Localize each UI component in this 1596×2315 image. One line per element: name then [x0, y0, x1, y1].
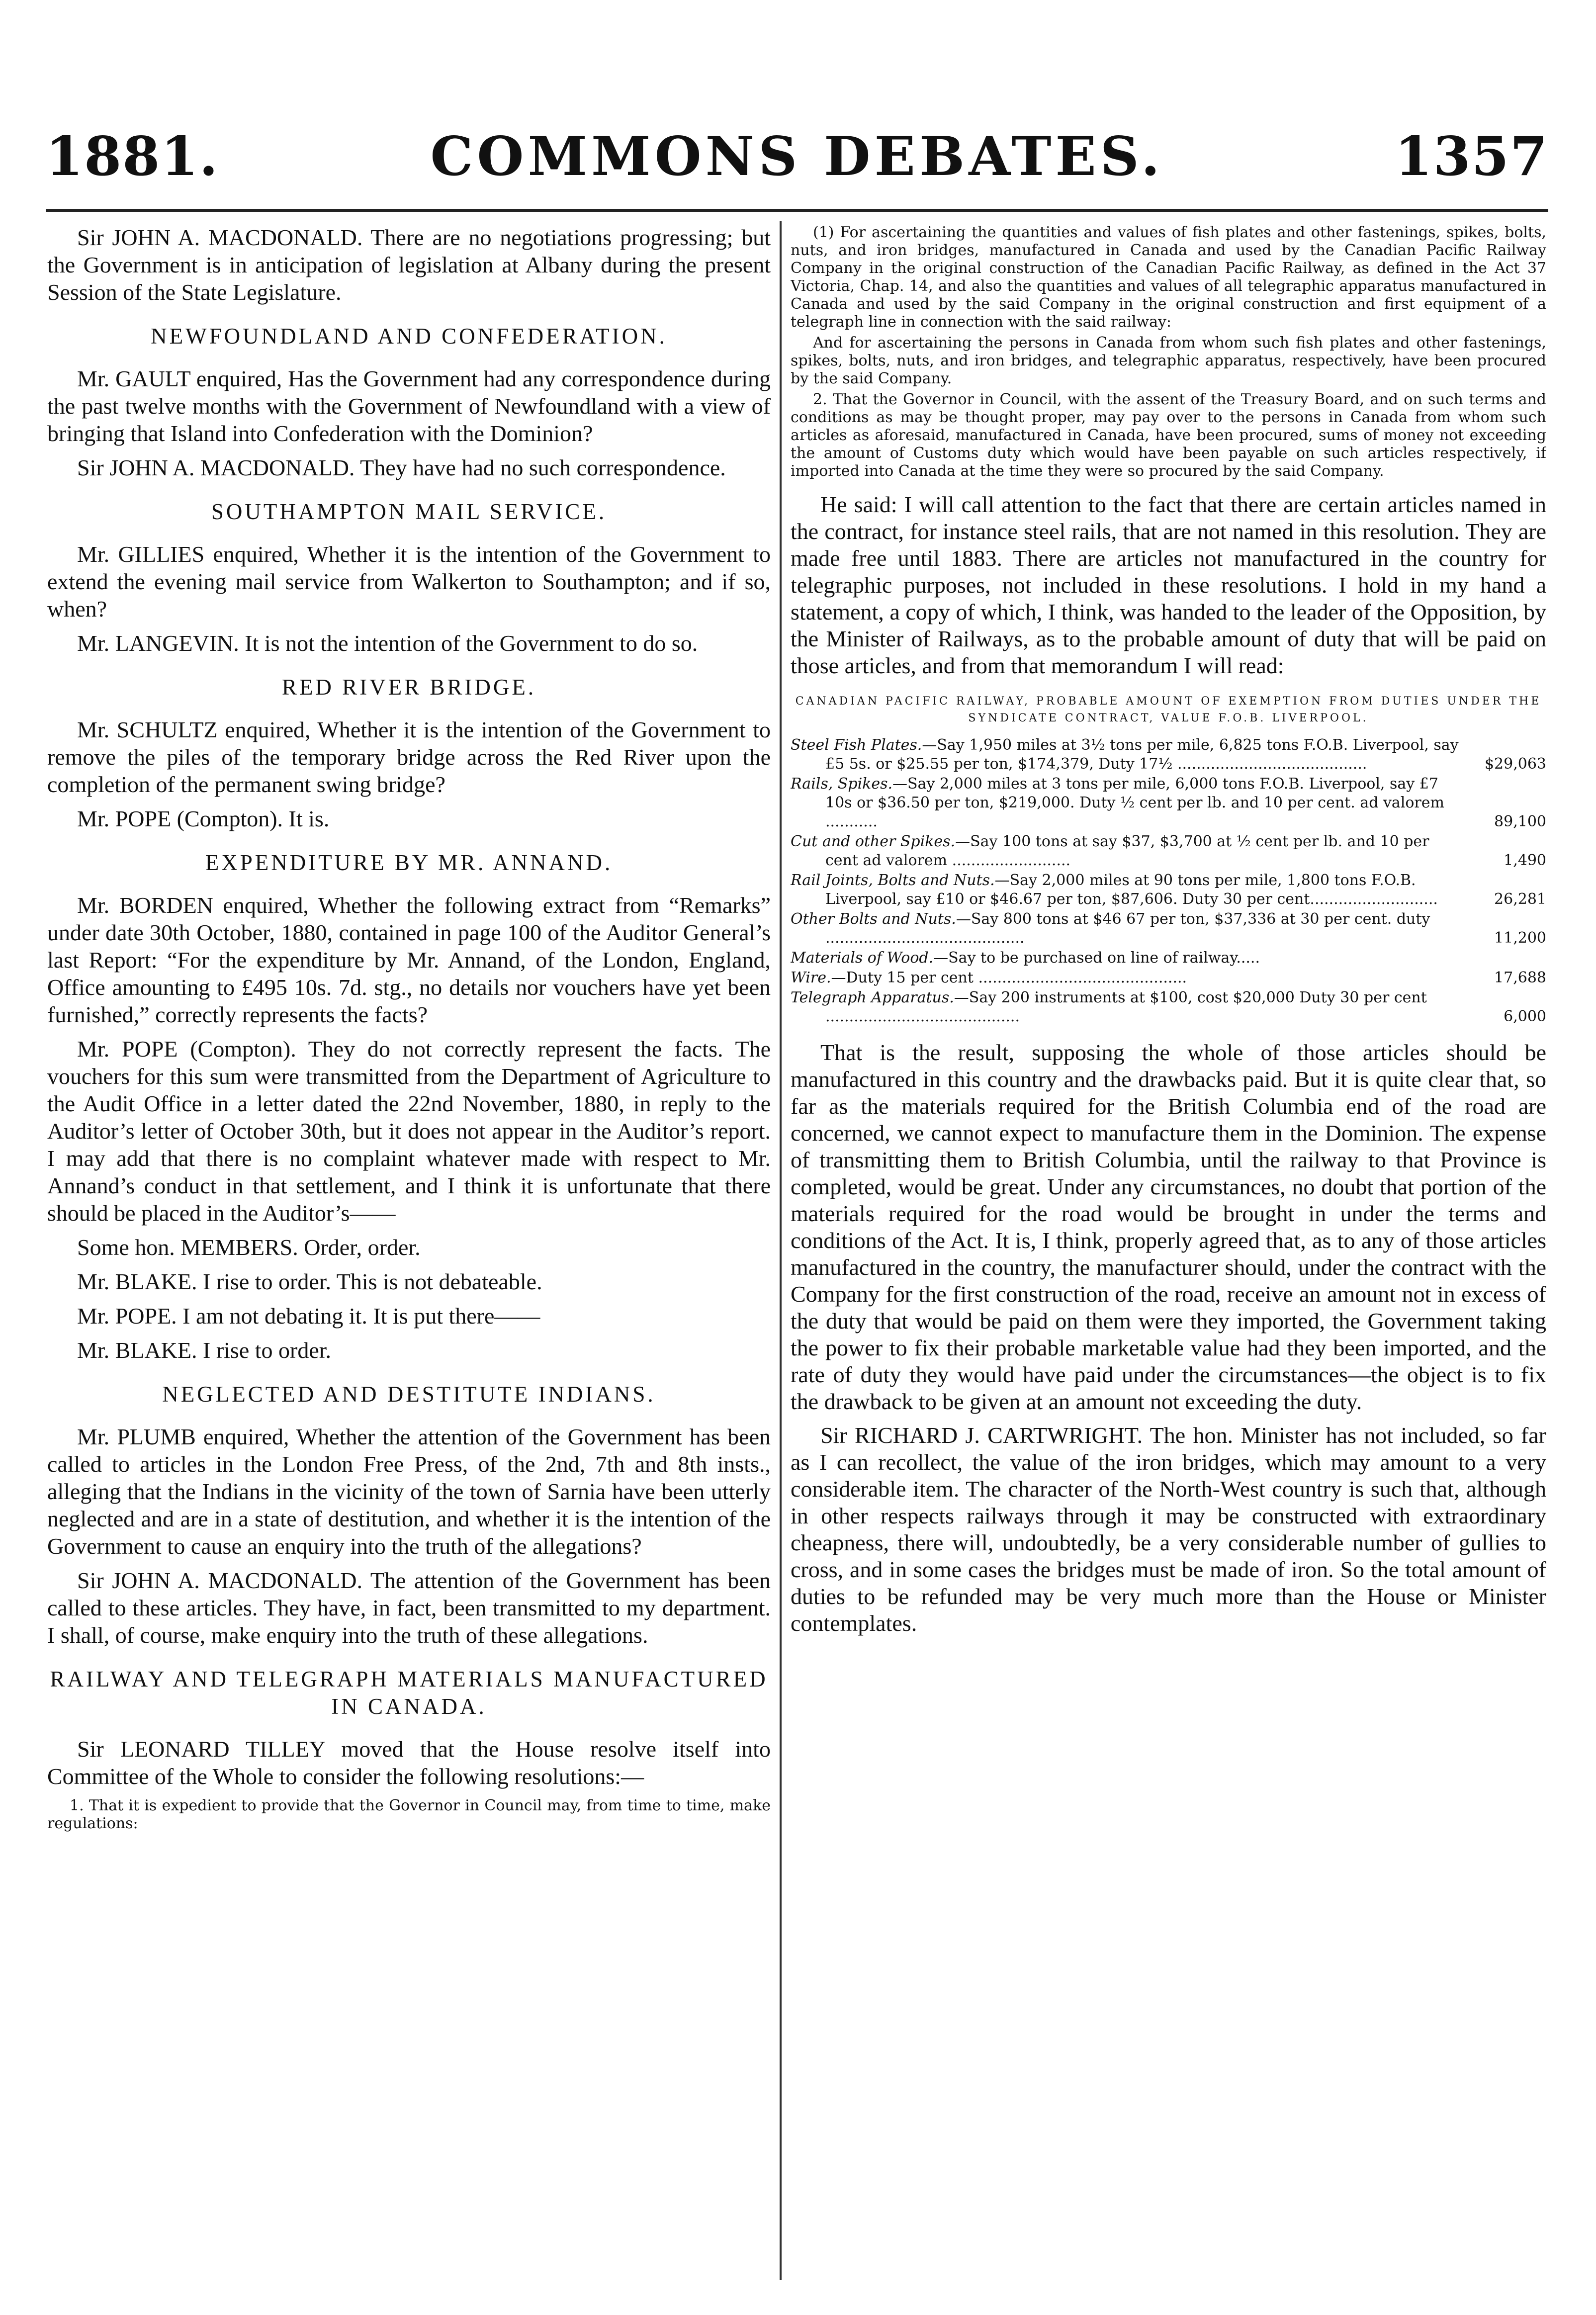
- paragraph: Mr. BORDEN enquired, Whether the following extract from “Remarks” under date 30th October, 1880, contained in page 100 of the Auditor General’s last Report: “For the expenditure by Mr. Annand, of the London, England, Office amounting to £495 10s. 7d. stg., no details nor vouchers have yet been furnished,” correctly represents the facts?: [47, 892, 771, 1027]
- header-page-number: 1357: [1395, 125, 1548, 188]
- table-row: [791, 910, 1546, 948]
- resolution-text: 2. That the Governor in Council, with the assent of the Treasury Board, and on such terms and conditions as may be thought proper, may pay over to the persons in Canada from whom such articles as aforesaid, manufactured in Canada, have been procured, sums of money not exceeding the amount of Customs duty which would have been payable on such articles respectively, if imported into Canada at the time they were so procured by the said Company.: [791, 391, 1546, 480]
- entry-text: —Say to be purchased on line of railway.....: [933, 949, 1260, 967]
- table-row: [791, 871, 1546, 909]
- paragraph: He said: I will call attention to the fact that there are certain articles named in the contract, for instance steel rails, that are not named in this resolution. They are made free until 1883. There are articles not manufactured in the country for telegraphic purposes, not included in these resolutions. I hold in my hand a statement, a copy of which, I think, was handed to the leader of the Opposition, by the Minister of Railways, as to the probable amount of duty that will be paid on those articles, and from that memorandum I will read:: [791, 492, 1546, 678]
- table-row: [791, 736, 1546, 774]
- entry-label: Rails, Spikes.: [791, 775, 893, 793]
- entry-text: —Duty 15 per cent ............................................: [831, 969, 1187, 986]
- page-header: [46, 119, 1548, 194]
- resolution-text: And for ascertaining the persons in Canada from whom such fish plates and other fastenings, spikes, bolts, nuts, and iron bridges, and telegraphic apparatus, respectively, have been procured by the said Company.: [791, 334, 1546, 387]
- entry-amount: 89,100: [1494, 813, 1546, 830]
- paragraph: Mr. GAULT enquired, Has the Government had any correspondence during the past twelve months with the Government of Newfoundland with a view of bringing that Island into Confederation with the Dominion?: [47, 366, 771, 446]
- paragraph: Mr. SCHULTZ enquired, Whether it is the intention of the Government to remove the piles of the temporary bridge across the Red River upon the completion of the permanent swing bridge?: [47, 717, 771, 797]
- entry-label: Materials of Wood.: [791, 949, 934, 967]
- section-heading-southampton: SOUTHAMPTON MAIL SERVICE.: [211, 499, 607, 524]
- entry-label: Telegraph Apparatus.: [791, 989, 954, 1006]
- paragraph: Mr. PLUMB enquired, Whether the attention of the Government has been called to articles in the London Free Press, of the 2nd, 7th and 8th insts., alleging that the Indians in the vicinity of the town of Sarnia have been utterly neglected and are in a state of destitution, and whether it is the intention of the Government to cause an enquiry into the truth of the allegations?: [47, 1424, 771, 1559]
- section-heading-newfoundland: NEWFOUNDLAND AND CONFEDERATION.: [151, 324, 667, 349]
- paragraph: Mr. POPE (Compton). It is.: [77, 806, 330, 831]
- entry-text: —Say 200 instruments at $100, cost $20,000 Duty 30 per cent .........................................: [825, 989, 1427, 1025]
- section-heading-expenditure: EXPENDITURE BY MR. ANNAND.: [205, 850, 613, 875]
- resolution-text: (1) For ascertaining the quantities and values of fish plates and other fastenings, spikes, bolts, nuts, and iron bridges, manufactured in Canada and used by the Canadian Pacific Railway Company in the original construction of the Canadian Pacific Railway, as defined in the Act 37 Victoria, Chap. 14, and also the quantities and values of all telegraphic apparatus manufactured in Canada and used by the said Company in the original construction and first equipment of a telegraph line in connection with the said railway:: [791, 224, 1546, 331]
- right-column: [791, 224, 1546, 2285]
- resolution-block: [791, 224, 1546, 480]
- paragraph: Sir JOHN A. MACDONALD. The attention of the Government has been called to these articles. They have, in fact, been transmitted to my department. I shall, of course, make enquiry into the truth of these allegations.: [47, 1568, 771, 1648]
- left-column: [47, 224, 771, 2285]
- header-title: COMMONS DEBATES.: [430, 125, 1164, 188]
- header-rule: [46, 209, 1548, 212]
- entry-text: —Say 1,950 miles at 3½ tons per mile, 6,825 tons F.O.B. Liverpool, say £5 5s. or $25.55 per ton, $174,379, Duty 17½ ........................................: [825, 736, 1459, 773]
- entry-text: —Say 2,000 miles at 90 tons per mile, 1,800 tons F.O.B. Liverpool, say £10 or $46.67 per ton, $87,606. Duty 30 per cent...........................: [825, 872, 1438, 908]
- header-year: 1881.: [46, 125, 219, 188]
- entry-amount: 11,200: [1494, 929, 1546, 947]
- entry-label: Rail Joints, Bolts and Nuts.: [791, 872, 995, 889]
- entry-label: Cut and other Spikes.: [791, 833, 956, 850]
- table-row: [791, 988, 1546, 1026]
- entry-amount: 17,688: [1494, 969, 1546, 986]
- paragraph: Mr. POPE. I am not debating it. It is put there——: [77, 1303, 540, 1329]
- column-divider: [780, 221, 782, 2280]
- entry-text: —Say 100 tons at say $37, $3,700 at ½ cent per lb. and 10 per cent ad valorem .........................: [825, 833, 1429, 869]
- duty-estimate-table: [791, 736, 1546, 1026]
- paragraph: Mr. POPE (Compton). They do not correctly represent the facts. The vouchers for this sum were transmitted from the Department of Agriculture to the Audit Office in a letter dated the 22nd November, 1880, in reply to the Auditor’s letter of October 30th, but it does not appear in the Auditor’s report. I may add that there is no complaint whatever made with respect to Mr. Annand’s conduct in that settlement, and I think it is unfortunate that there should be placed in the Auditor’s——: [47, 1036, 771, 1226]
- section-heading-railway: RAILWAY AND TELEGRAPH MATERIALS MANUFACTURED IN CANADA.: [50, 1667, 768, 1719]
- entry-amount: 1,490: [1504, 852, 1546, 869]
- paragraph: Mr. LANGEVIN. It is not the intention of the Government to do so.: [77, 630, 698, 656]
- table-row: [791, 969, 1546, 987]
- paragraph: Sir JOHN A. MACDONALD. They have had no such correspondence.: [77, 455, 726, 480]
- table-row: [791, 775, 1546, 831]
- paragraph: Mr. BLAKE. I rise to order. This is not debateable.: [77, 1269, 542, 1294]
- entry-amount: 26,281: [1494, 890, 1546, 908]
- table-row: [791, 949, 1546, 968]
- table-title: CANADIAN PACIFIC RAILWAY, PROBABLE AMOUNT OF EXEMPTION FROM DUTIES UNDER THE SYNDICATE CONTRACT, VALUE F.O.B. LIVERPOOL.: [795, 695, 1542, 724]
- paragraph: That is the result, supposing the whole of those articles should be manufactured in this country and the drawbacks paid. But it is quite clear that, so far as the materials required for the British Columbia end of the road are concerned, we cannot expect to manufacture them in the Dominion. The expense of transmitting them to British Columbia, until the railway to that Province is completed, would be great. Under any circumstances, no doubt that portion of the materials required for the road would be brought in under the terms and conditions of the Act. It is, I think, properly agreed that, as to any of those articles manufactured in the country, the manufacturer should, under the contract with the Company for the first construction of the road, receive an amount not in excess of the duty that would be paid on them were they imported, the Government taking the power to fix their probable marketable value had they been imported, and the rate of duty they would have paid under the circumstances—the object is to fix the drawback to be given at an amount not exceeding the duty.: [791, 1040, 1546, 1414]
- entry-label: Wire.: [791, 969, 831, 986]
- section-heading-red-river: RED RIVER BRIDGE.: [281, 675, 536, 700]
- paragraph: Some hon. MEMBERS. Order, order.: [77, 1235, 421, 1260]
- paragraph: Sir RICHARD J. CARTWRIGHT. The hon. Minister has not included, so far as I can recollect, the value of the iron bridges, which may amount to a very considerable item. The character of the North-West country is such that, although in other respects railways through it may be constructed with extraordinary cheapness, there will, undoubtedly, be a very considerable number of gullies to cross, and in some cases the bridges must be made of iron. So the total amount of duties to be refunded may be very much more than the House or Minister contemplates.: [791, 1423, 1546, 1636]
- entry-label: Steel Fish Plates.: [791, 736, 922, 754]
- paragraph: Sir JOHN A. MACDONALD. There are no negotiations progressing; but the Government is in anticipation of legislation at Albany during the present Session of the State Legislature.: [47, 225, 771, 305]
- table-row: [791, 832, 1546, 870]
- entry-label: Other Bolts and Nuts.: [791, 910, 956, 928]
- resolution-text: 1. That it is expedient to provide that the Governor in Council may, from time to time, make regulations:: [47, 1797, 771, 1832]
- paragraph: Sir LEONARD TILLEY moved that the House resolve itself into Committee of the Whole to consider the following resolutions:—: [47, 1736, 771, 1789]
- paragraph: Mr. BLAKE. I rise to order.: [77, 1337, 332, 1363]
- paragraph: Mr. GILLIES enquired, Whether it is the intention of the Government to extend the evening mail service from Walkerton to Southampton; and if so, when?: [47, 541, 771, 622]
- entry-amount: $29,063: [1484, 755, 1546, 773]
- entry-text: —Say 2,000 miles at 3 tons per mile, 6,000 tons F.O.B. Liverpool, say £7 10s or $36.50 per ton, $219,000. Duty ½ cent per lb. and 10 per cent. ad valorem ...........: [825, 775, 1444, 830]
- entry-amount: 6,000: [1504, 1008, 1546, 1025]
- section-heading-indians: NEGLECTED AND DESTITUTE INDIANS.: [162, 1382, 656, 1407]
- entry-text: —Say 800 tons at $46 67 per ton, $37,336 at 30 per cent. duty ..........................................: [825, 910, 1430, 947]
